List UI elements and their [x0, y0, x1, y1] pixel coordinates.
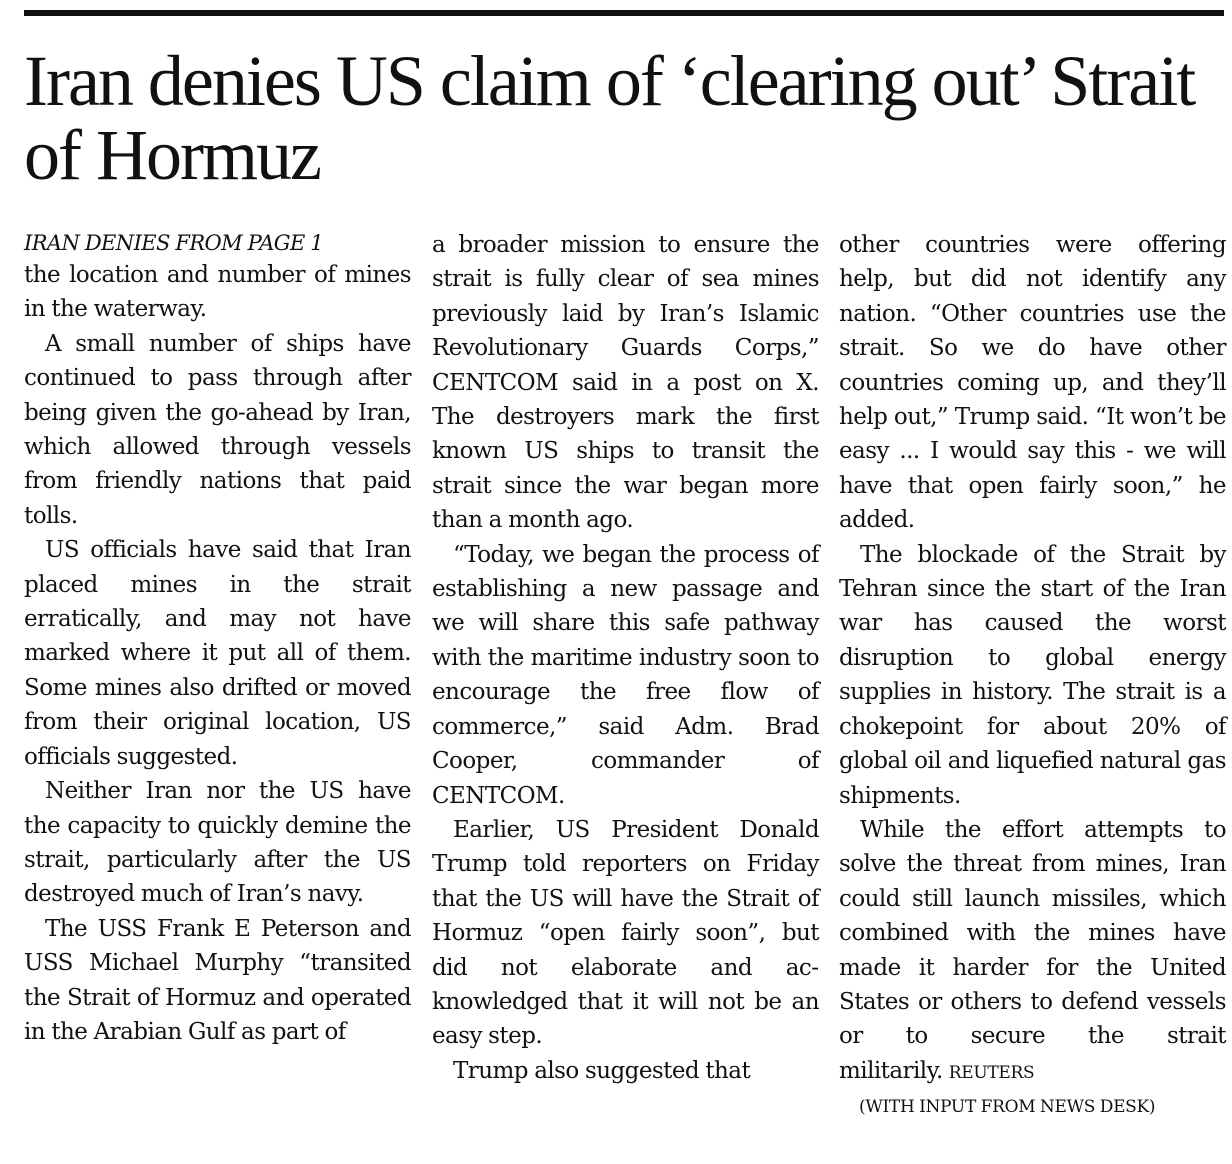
paragraph: US officials have said that Iran placed mines in the strait erratically, and may not have marked where it put all of them. Some mines also drifted or moved from their original location, US officials suggested. [24, 537, 411, 770]
paragraph: The USS Frank E Peterson and USS Michael Murphy “transited the Strait of Hormuz and operated in the Arabian Gulf as part of [24, 915, 411, 1045]
paragraph: the location and number of mines in the waterway. [24, 262, 411, 323]
paragraph: A small number of ships have continued to pass through after being given the go-ahead by Iran, which allowed through vessels from friendly nations that paid tolls. [24, 330, 411, 529]
paragraph-final [839, 813, 1226, 1090]
paragraph: Earlier, US President Donald Trump told reporters on Friday that the US will have the Strait of Hormuz “open fairly soon”, but did not elaborate and acknowledged that it will not be an easy step. [432, 816, 819, 1050]
article-body [24, 228, 1224, 1128]
paragraph: other countries were offering help, but did not identify any nation. “Other countries use the strait. So we do have other countries coming up, and they’ll help out,” Trump said. “It won’t be easy ... I would say this - we will have that open fairly soon,” he added. [839, 232, 1226, 534]
column-1 [24, 228, 411, 1049]
paragraph: Trump also suggested that [453, 1057, 751, 1084]
paragraph: a broader mission to ensure the strait is fully clear of sea mines previously laid by Iran’s Islamic Revolutionary Guards Corps,” CENTCOM said in a post on X. The destroyers mark the first known US ships to transit the strait since the war began more than a month ago. [432, 232, 819, 534]
column-2 [432, 228, 819, 1088]
agency-credit: REUTERS [948, 1062, 1035, 1083]
top-rule [24, 10, 1224, 16]
column-3 [839, 228, 1226, 1124]
paragraph: “Today, we began the process of establishing a new passage and we will share this safe pathway with the maritime industry soon to encourage the free flow of commerce,” said Adm. Brad Cooper, commander of CENTCOM. [432, 541, 819, 809]
input-credit: (WITH INPUT FROM NEWS DESK) [859, 1097, 1156, 1118]
paragraph: Neither Iran nor the US have the capacity to quickly demine the strait, particularly after the US destroyed much of Iran’s navy. [24, 778, 411, 908]
paragraph: The blockade of the Strait by Tehran since the start of the Iran war has caused the worst disruption to global energy supplies in history. The strait is a chokepoint for about 20% of global oil and liquefied natural gas shipments. [839, 541, 1226, 809]
headline: Iran denies US claim of ‘clearing out’ Strait of Hormuz [24, 41, 1195, 195]
jump-kicker: IRAN DENIES FROM PAGE 1 [24, 231, 324, 255]
paragraph-text: While the effort attempts to solve the threat from mines, Iran could still launch missiles, which combined with the mines have made it harder for the United States or others to defend vessels or to secure the strait militarily. [839, 816, 1226, 1084]
